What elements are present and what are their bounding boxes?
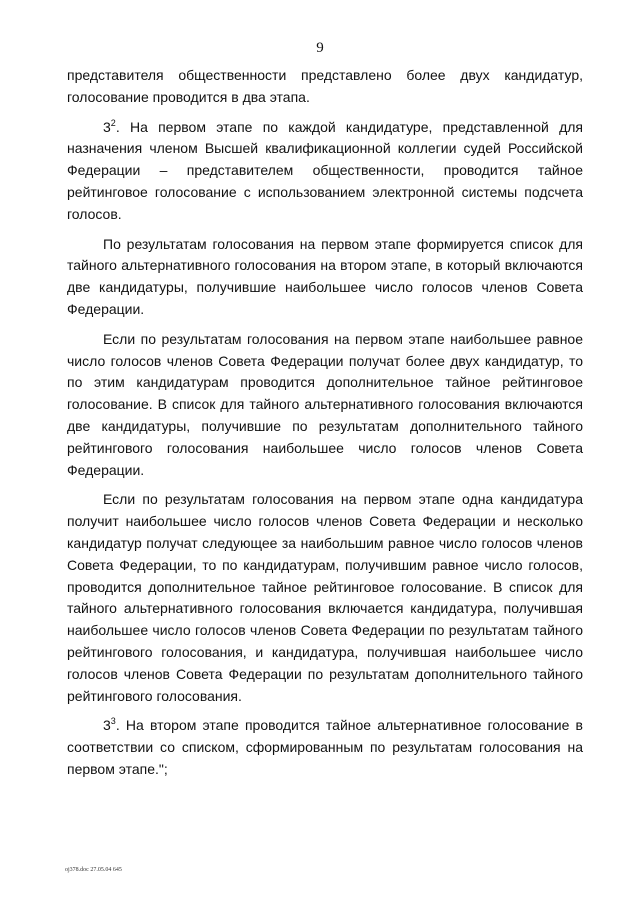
paragraph-5: Если по результатам голосования на первом этапе одна кандидатура получит наибольшее число голосов членов Совета Федерации и несколько кандидатур получат следующее за наибольшим равное число голосов членов Совета Федерации, то по кандидатурам, получившим равное число голосов, проводится дополнительное тайное рейтинговое голосование. В список для тайного альтернативного голосования включается кандидатура, получившая наибольшее число голосов членов Совета Федерации по результатам тайного рейтингового голосования, и кандидатура, получившая наибольшее число голосов членов Совета Федерации по результатам дополнительного тайного рейтингового голосования. — [67, 491, 583, 704]
paragraph-6-text: . На втором этапе проводится тайное альтернативное голосование в соответствии со списком, сформированным по результатам голосования на первом этапе."; — [67, 717, 583, 777]
paragraph-4: Если по результатам голосования на первом этапе наибольшее равное число голосов членов Совета Федерации получат более двух кандидатур, то по этим кандидатурам проводится дополнительное тайное рейтинговое голосование. В список для тайного альтернативного голосования включаются две кандидатуры, получившие по результатам дополнительного тайного рейтингового голосования наибольшее число голосов членов Совета Федерации. — [67, 330, 583, 478]
paragraph-6 — [67, 715, 583, 780]
item-superscript: 3 — [110, 716, 116, 727]
document-body — [67, 65, 583, 789]
paragraph-3: По результатам голосования на первом этапе формируется список для тайного альтернативного голосования на втором этапе, в который включаются две кандидатуры, получившие наибольшее число голосов членов Совета Федерации. — [67, 235, 583, 317]
item-number: 3 — [103, 118, 111, 135]
page-number: 9 — [316, 40, 324, 56]
item-superscript: 2 — [110, 117, 116, 128]
paragraph-2 — [67, 117, 583, 226]
item-number: 3 — [103, 717, 111, 734]
footer-file-code: oj378.doc 27.05.04 645 — [65, 867, 122, 873]
paragraph-2-text: . На первом этапе по каждой кандидатуре, представленной для назначения членом Высшей квалификационной коллегии судей Российской Федерации – представителем общественности, проводится тайное рейтинговое голосование с использованием электронной системы подсчета голосов. — [67, 118, 583, 222]
paragraph-1: представителя общественности представлено более двух кандидатур, голосование проводится в два этапа. — [67, 67, 583, 105]
